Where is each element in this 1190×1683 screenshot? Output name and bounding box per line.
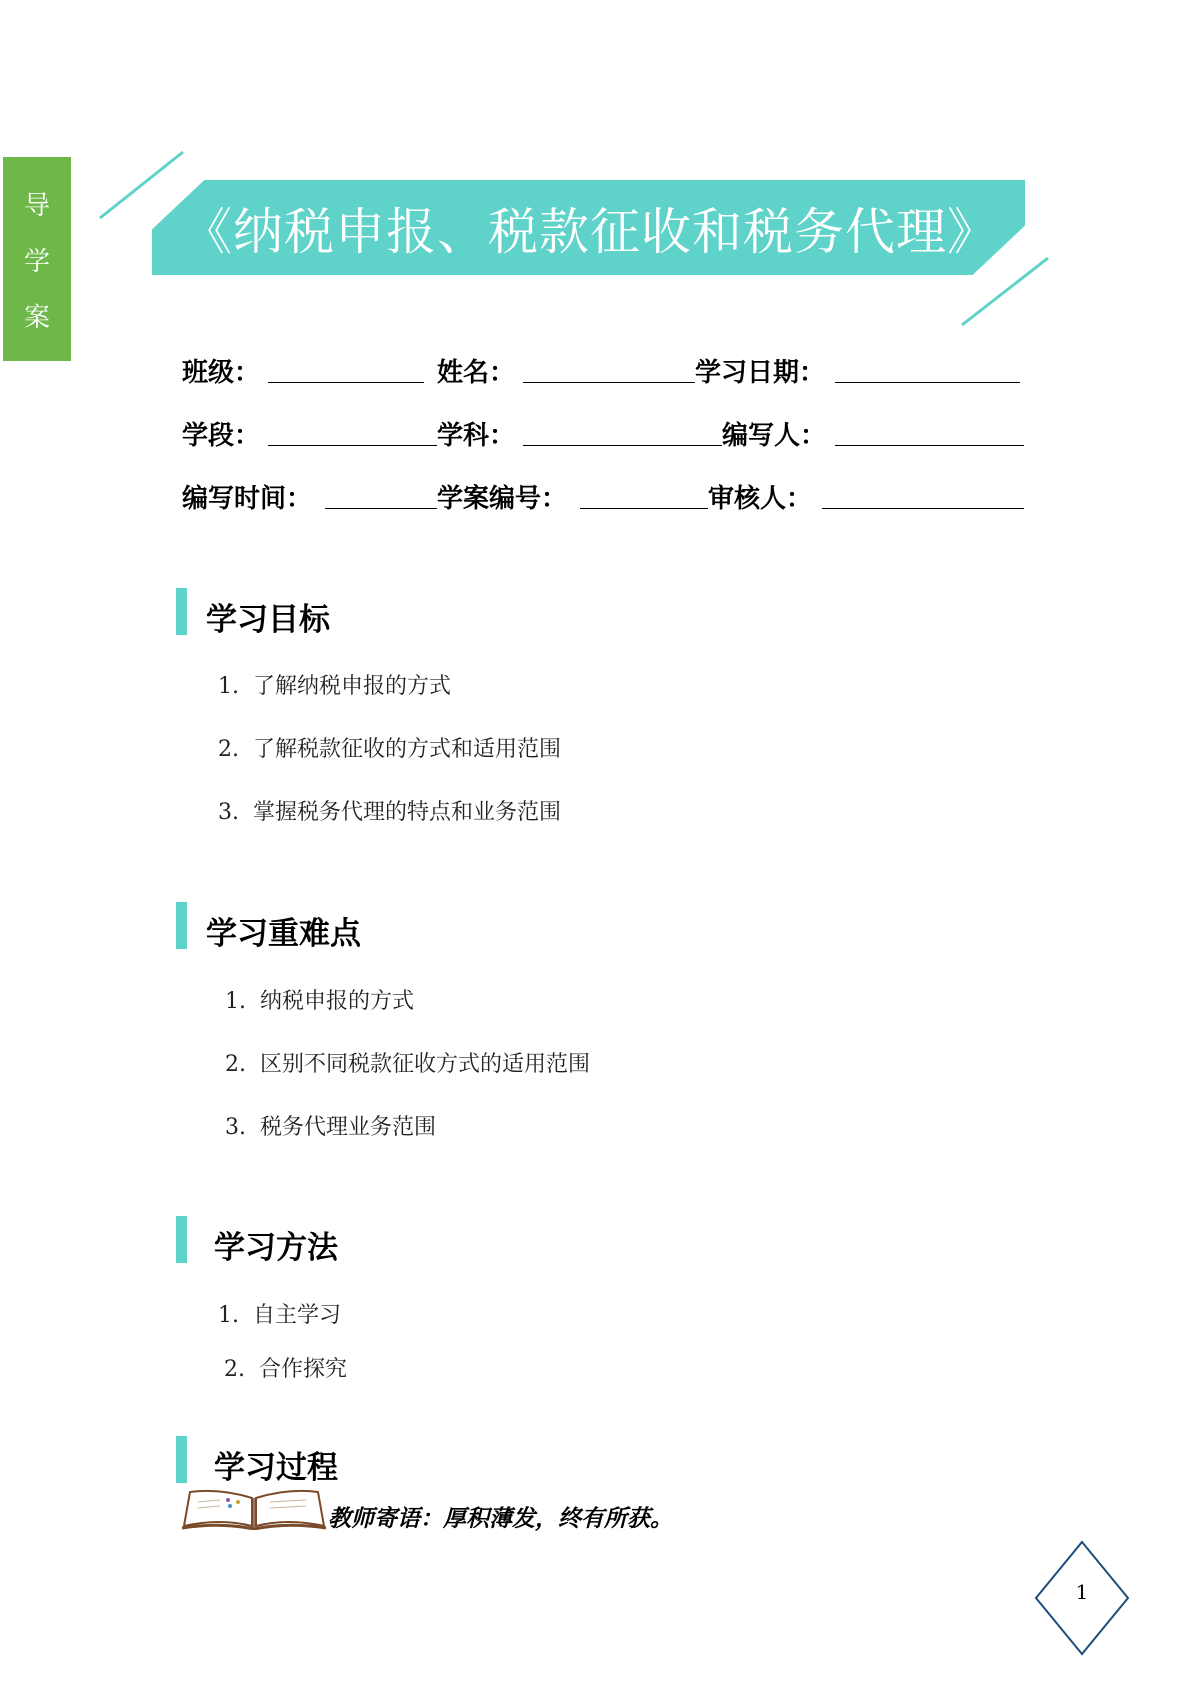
side-tab-char-3: 案 <box>23 302 50 333</box>
list-text: 掌握税务代理的特点和业务范围 <box>253 800 562 825</box>
list-text: 税务代理业务范围 <box>260 1115 437 1140</box>
section-marker <box>176 902 187 949</box>
list-text: 纳税申报的方式 <box>260 989 415 1014</box>
list-number: 1. <box>218 1303 239 1328</box>
list-item <box>224 1352 347 1383</box>
list-number: 1. <box>218 674 239 699</box>
list-text: 自主学习 <box>253 1303 342 1328</box>
section-heading-methods: 学习方法 <box>214 1230 338 1266</box>
section-heading-key-points: 学习重难点 <box>206 916 361 952</box>
time-field[interactable] <box>325 508 437 509</box>
name-field[interactable] <box>523 382 695 383</box>
stage-label: 学段： <box>182 421 261 451</box>
section-heading-goals: 学习目标 <box>206 602 330 638</box>
plan-number-field[interactable] <box>580 508 708 509</box>
author-label: 编写人： <box>722 421 827 451</box>
section-marker <box>176 1436 187 1483</box>
time-label: 编写时间： <box>182 484 313 514</box>
page-number: 1 <box>1075 1580 1089 1604</box>
info-row-3 <box>182 472 1022 516</box>
info-row-2 <box>182 409 1022 453</box>
author-field[interactable] <box>835 445 1024 446</box>
list-text: 合作探究 <box>259 1357 348 1382</box>
list-item <box>218 732 561 763</box>
date-label: 学习日期： <box>695 358 826 388</box>
reviewer-label: 审核人： <box>708 484 813 514</box>
page-title: 《纳税申报、税款征收和税务代理》 <box>182 202 998 261</box>
teacher-note: 教师寄语：厚积薄发，终有所获。 <box>328 1506 673 1532</box>
list-text: 了解税款征收的方式和适用范围 <box>253 737 562 762</box>
list-text: 区别不同税款征收方式的适用范围 <box>260 1052 591 1077</box>
list-item <box>218 795 561 826</box>
section-marker <box>176 1216 187 1263</box>
list-number: 2. <box>224 1357 245 1382</box>
list-item <box>218 1298 341 1329</box>
side-tab-char-1: 导 <box>23 190 50 221</box>
info-row-1 <box>182 346 1022 390</box>
list-number: 2. <box>225 1052 246 1077</box>
list-item <box>225 1110 436 1141</box>
list-number: 3. <box>218 800 239 825</box>
list-item <box>225 1047 590 1078</box>
list-number: 2. <box>218 737 239 762</box>
date-field[interactable] <box>835 382 1020 383</box>
reviewer-field[interactable] <box>822 508 1024 509</box>
side-tab-char-2: 学 <box>23 246 50 277</box>
section-marker <box>176 588 187 635</box>
class-label: 班级： <box>182 358 261 388</box>
class-field[interactable] <box>268 382 424 383</box>
list-number: 3. <box>225 1115 246 1140</box>
list-item <box>218 669 451 700</box>
section-heading-process: 学习过程 <box>214 1450 338 1486</box>
plan-number-label: 学案编号： <box>437 484 568 514</box>
open-book-icon <box>180 1488 328 1530</box>
list-item <box>225 984 414 1015</box>
subject-label: 学科： <box>437 421 516 451</box>
list-number: 1. <box>225 989 246 1014</box>
list-text: 了解纳税申报的方式 <box>253 674 452 699</box>
name-label: 姓名： <box>437 358 516 388</box>
subject-field[interactable] <box>523 445 722 446</box>
page-number-badge <box>1034 1540 1130 1656</box>
stage-field[interactable] <box>268 445 437 446</box>
